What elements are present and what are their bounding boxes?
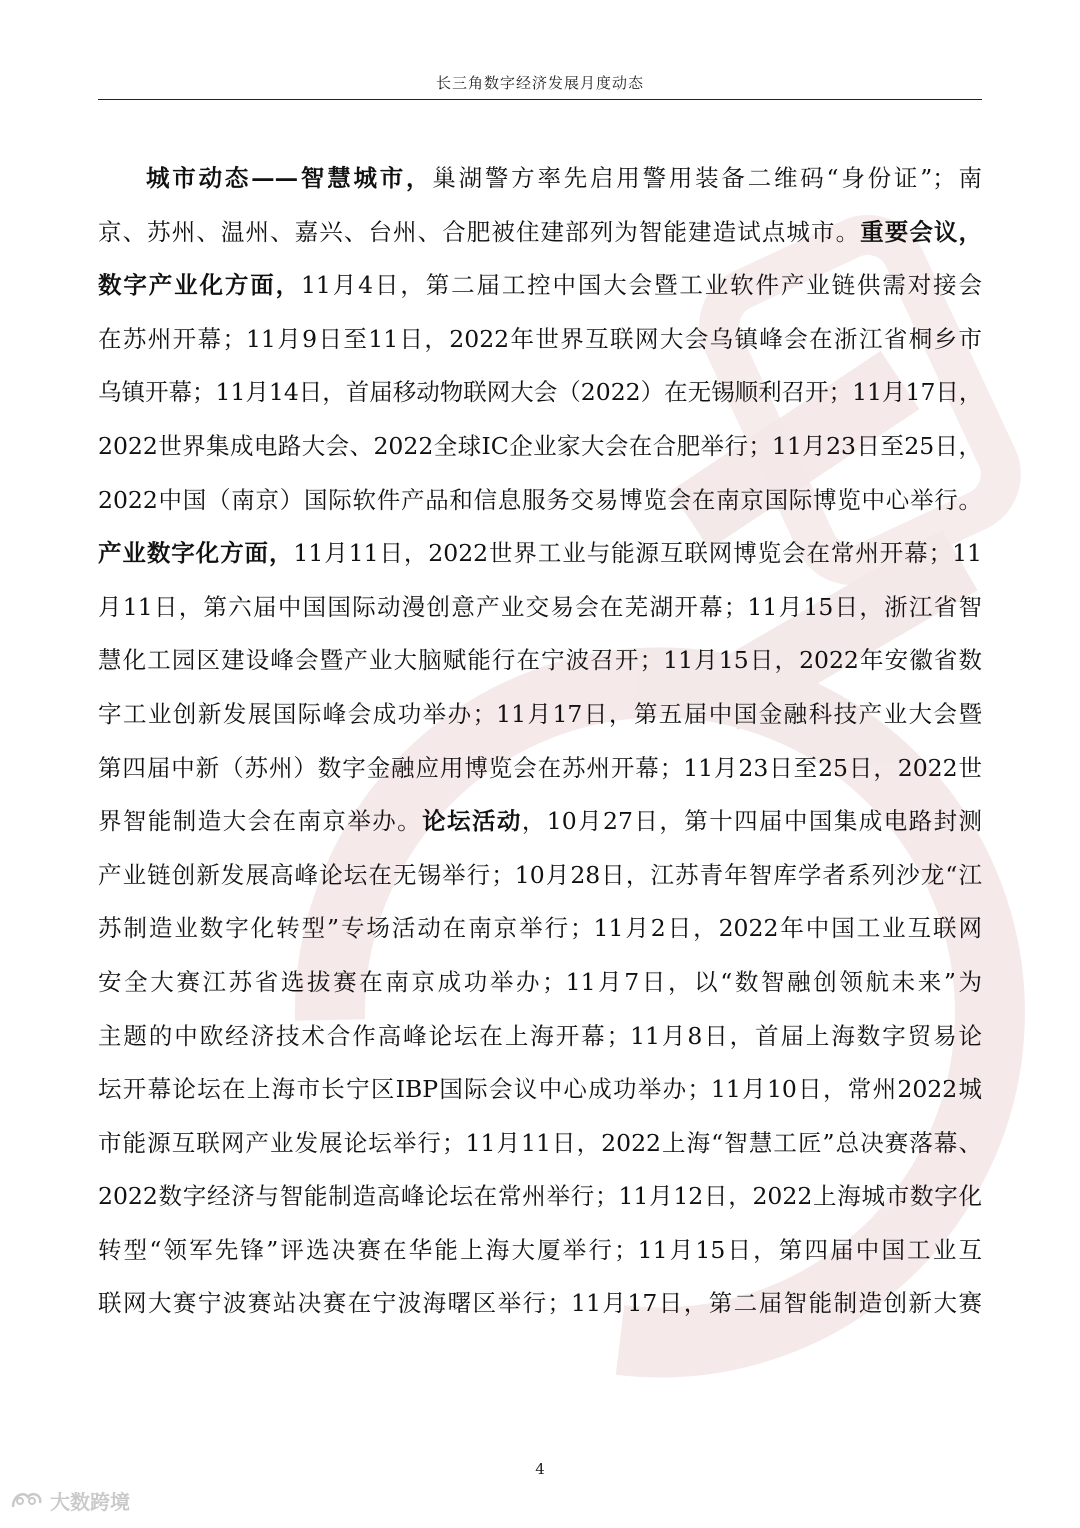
source-watermark xyxy=(10,1480,130,1520)
body-text-segment: 第四届中新（苏州）数字金融应用博览会在苏州开幕；11月23日至25日，2022世 xyxy=(98,753,982,782)
body-text-segment: 市能源互联网产业发展论坛举行；11月11日，2022上海“智慧工匠”总决赛落幕、 xyxy=(98,1128,982,1157)
body-text-segment: 11月11日，2022世界工业与能源互联网博览会在常州开幕；11 xyxy=(293,539,982,568)
text-line xyxy=(98,688,982,742)
body-text-segment: 转型“领军先锋”评选决赛在华能上海大厦举行；11月15日，第四届中国工业互 xyxy=(98,1235,982,1264)
body-text-segment: ，10月27日，第十四届中国集成电路封测 xyxy=(521,807,982,836)
text-line xyxy=(98,795,982,849)
body-text-segment: 2022数字经济与智能制造高峰论坛在常州举行；11月12日，2022上海城市数字化 xyxy=(98,1182,982,1211)
body-text-segment: 联网大赛宁波赛站决赛在宁波海曙区举行；11月17日，第二届智能制造创新大赛 xyxy=(98,1289,982,1318)
bold-heading-text: 数字产业化方面， xyxy=(98,271,301,300)
body-text-segment: 2022世界集成电路大会、2022全球IC企业家大会在合肥举行；11月23日至25日， xyxy=(98,431,982,460)
text-line xyxy=(98,1224,982,1278)
bold-heading-text: 论坛活动 xyxy=(422,807,522,836)
page-number: 4 xyxy=(535,1460,545,1478)
text-line xyxy=(98,259,982,313)
body-text-segment: 巢湖警方率先启用警用装备二维码“身份证”；南 xyxy=(432,164,982,192)
text-line xyxy=(98,1063,982,1117)
text-line xyxy=(98,420,982,474)
bold-heading-text: 城市动态——智慧城市， xyxy=(146,164,433,192)
page-header xyxy=(98,72,982,102)
header-title: 长三角数字经济发展月度动态 xyxy=(435,74,644,92)
body-text-segment: 产业链创新发展高峰论坛在无锡举行；10月28日，江苏青年智库学者系列沙龙“江 xyxy=(98,860,982,889)
text-line xyxy=(98,527,982,581)
source-watermark-label: 大数跨境 xyxy=(50,1489,130,1514)
text-line xyxy=(98,474,982,528)
brand-logo-icon xyxy=(10,1489,44,1511)
text-line xyxy=(98,634,982,688)
text-line xyxy=(98,152,982,206)
body-text-segment: 界智能制造大会在南京举办。 xyxy=(98,807,423,836)
text-line xyxy=(98,1170,982,1224)
body-text-segment: 乌镇开幕；11月14日，首届移动物联网大会（2022）在无锡顺利召开；11月17日， xyxy=(98,378,982,407)
body-text-segment: 月11日，第六届中国国际动漫创意产业交易会在芜湖开幕；11月15日，浙江省智 xyxy=(98,592,982,621)
body-text-segment: 京、苏州、温州、嘉兴、台州、合肥被住建部列为智能建造试点城市。 xyxy=(98,217,861,246)
body-text-segment: 11月4日，第二届工控中国大会暨工业软件产业链供需对接会 xyxy=(300,271,982,300)
text-line xyxy=(98,1277,982,1331)
body-text-segment: 2022中国（南京）国际软件产品和信息服务交易博览会在南京国际博览中心举行。 xyxy=(98,485,982,514)
text-line xyxy=(98,849,982,903)
body-text-segment: 在苏州开幕；11月9日至11日，2022年世界互联网大会乌镇峰会在浙江省桐乡市 xyxy=(98,324,982,353)
text-line xyxy=(98,206,982,260)
text-line xyxy=(98,366,982,420)
body-text-segment: 安全大赛江苏省选拔赛在南京成功举办；11月7日，以“数智融创领航未来”为 xyxy=(98,967,982,996)
body-text-segment: 苏制造业数字化转型”专场活动在南京举行；11月2日，2022年中国工业互联网 xyxy=(98,914,982,943)
text-line xyxy=(98,742,982,796)
body-text xyxy=(98,152,982,1331)
bold-heading-text: 重要会议， xyxy=(860,217,982,246)
text-line xyxy=(98,902,982,956)
text-line xyxy=(98,313,982,367)
body-text-segment: 主题的中欧经济技术合作高峰论坛在上海开幕；11月8日，首届上海数字贸易论 xyxy=(98,1021,982,1050)
text-line xyxy=(98,1117,982,1171)
text-line xyxy=(98,956,982,1010)
bold-heading-text: 产业数字化方面， xyxy=(98,539,294,568)
body-text-segment: 字工业创新发展国际峰会成功举办；11月17日，第五届中国金融科技产业大会暨 xyxy=(98,699,982,728)
text-line xyxy=(98,581,982,635)
body-text-segment: 慧化工园区建设峰会暨产业大脑赋能行在宁波召开；11月15日，2022年安徽省数 xyxy=(98,646,982,675)
header-divider xyxy=(98,99,982,100)
body-text-segment: 坛开幕论坛在上海市长宁区IBP国际会议中心成功举办；11月10日，常州2022城 xyxy=(98,1075,982,1104)
text-line xyxy=(98,1010,982,1064)
